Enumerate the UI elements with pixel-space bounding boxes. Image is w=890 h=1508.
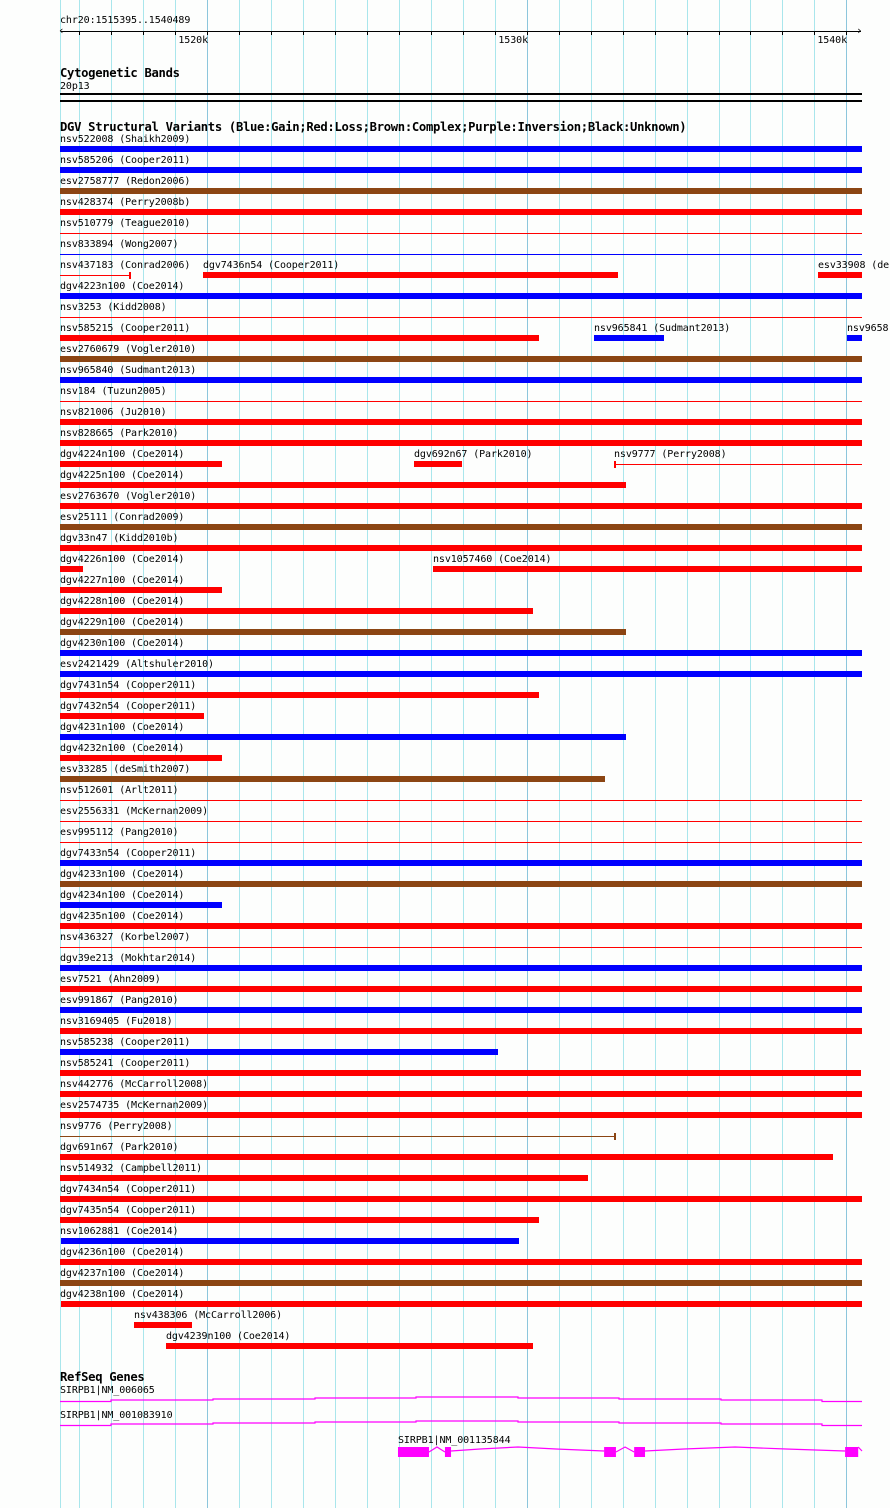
variant-label: esv33285 (deSmith2007) [60,764,191,775]
variant-label: dgv7436n54 (Cooper2011) [203,260,340,271]
variant-label: nsv1062881 (Coe2014) [60,1226,179,1237]
variant-label: dgv39e213 (Mokhtar2014) [60,953,197,964]
variant-label: esv2421429 (Altshuler2010) [60,659,214,670]
gene-model-2[interactable] [60,1421,862,1426]
variant-label: nsv965840 (Sudmant2013) [60,365,197,376]
variant-label: dgv4232n100 (Coe2014) [60,743,185,754]
gene-exon[interactable] [845,1447,858,1457]
variant-label: dgv4237n100 (Coe2014) [60,1268,185,1279]
variant-label: dgv4229n100 (Coe2014) [60,617,185,628]
gene-intron[interactable] [429,1447,445,1452]
variant-label: nsv510779 (Teague2010) [60,218,191,229]
gene-exon[interactable] [398,1447,429,1457]
variant-label: nsv965841 (Sudmant2013) [594,323,731,334]
variant-label: nsv1057460 (Coe2014) [433,554,552,565]
variant-label: dgv691n67 (Park2010) [60,1142,179,1153]
variant-label: esv995112 (Pang2010) [60,827,179,838]
gene-label: SIRPB1|NM_001083910 [60,1410,173,1421]
cytogenetic-bands-title: Cytogenetic Bands [60,66,180,80]
variant-label: nsv442776 (McCarroll2008) [60,1079,209,1090]
gene-exon[interactable] [604,1447,616,1457]
variant-label: dgv692n67 (Park2010) [414,449,533,460]
gene-end[interactable] [858,1447,862,1451]
gene-intron[interactable] [645,1447,845,1451]
variant-label: nsv828665 (Park2010) [60,428,179,439]
refseq-genes-title: RefSeq Genes [60,1370,145,1384]
variant-label: nsv585215 (Cooper2011) [60,323,191,334]
ruler-location-label: chr20:1515395..1540489 [60,15,191,26]
variant-label: dgv4234n100 (Coe2014) [60,890,185,901]
variant-label: dgv7432n54 (Cooper2011) [60,701,197,712]
variant-label: nsv514932 (Campbell2011) [60,1163,203,1174]
variant-label: nsv833894 (Wong2007) [60,239,179,250]
variant-label: dgv4233n100 (Coe2014) [60,869,185,880]
dgv-track-title: DGV Structural Variants (Blue:Gain;Red:Loss;Brown:Complex;Purple:Inversion;Black:Unknown) [60,120,687,134]
ruler-major-label: 1540k [817,35,847,46]
gene-intron[interactable] [616,1447,634,1452]
variant-label: esv2758777 (Redon2006) [60,176,191,187]
variant-label: nsv428374 (Perry2008b) [60,197,191,208]
ruler-right-arrow-icon: › [856,24,863,37]
variant-label: dgv4227n100 (Coe2014) [60,575,185,586]
variant-label: dgv7433n54 (Cooper2011) [60,848,197,859]
variant-label: dgv4228n100 (Coe2014) [60,596,185,607]
variant-label: nsv512601 (Arlt2011) [60,785,179,796]
variant-label: dgv4236n100 (Coe2014) [60,1247,185,1258]
ruler-major-label: 1520k [178,35,208,46]
variant-label: dgv7431n54 (Cooper2011) [60,680,197,691]
variant-label: nsv9777 (Perry2008) [614,449,727,460]
variant-label: nsv9776 (Perry2008) [60,1121,173,1132]
variant-label: esv25111 (Conrad2009) [60,512,185,523]
gene-label: SIRPB1|NM_001135844 [398,1435,511,1446]
variant-label: dgv33n47 (Kidd2010b) [60,533,179,544]
gene-label: SIRPB1|NM_006065 [60,1385,155,1396]
variant-label: nsv438306 (McCarroll2006) [134,1310,283,1321]
variant-label: dgv7435n54 (Cooper2011) [60,1205,197,1216]
variant-label: dgv4230n100 (Coe2014) [60,638,185,649]
variant-label: dgv4235n100 (Coe2014) [60,911,185,922]
variant-label: nsv3169405 (Fu2018) [60,1016,173,1027]
variant-label: dgv4225n100 (Coe2014) [60,470,185,481]
variant-label: dgv4238n100 (Coe2014) [60,1289,185,1300]
ruler-major-label: 1530k [498,35,528,46]
variant-label: dgv4223n100 (Coe2014) [60,281,185,292]
variant-label: esv2556331 (McKernan2009) [60,806,209,817]
gene-intron[interactable] [451,1447,604,1451]
variant-label: nsv585238 (Cooper2011) [60,1037,191,1048]
variant-label: dgv7434n54 (Cooper2011) [60,1184,197,1195]
variant-label: esv7521 (Ahn2009) [60,974,161,985]
variant-label: esv2760679 (Vogler2010) [60,344,197,355]
gene-model-1[interactable] [60,1397,862,1402]
variant-label: nsv821006 (Ju2010) [60,407,167,418]
variant-label: nsv184 (Tuzun2005) [60,386,167,397]
variant-label: dgv4226n100 (Coe2014) [60,554,185,565]
variant-label: dgv4231n100 (Coe2014) [60,722,185,733]
variant-label: esv991867 (Pang2010) [60,995,179,1006]
variant-label: esv33908 (de [818,260,890,271]
variant-label: esv2763670 (Vogler2010) [60,491,197,502]
variant-label: nsv585241 (Cooper2011) [60,1058,191,1069]
variant-label: dgv4239n100 (Coe2014) [166,1331,291,1342]
cytoband-label: 20p13 [60,81,90,92]
gene-exon[interactable] [634,1447,645,1457]
variant-label: nsv437183 (Conrad2006) [60,260,191,271]
gene-exon[interactable] [445,1447,451,1457]
variant-label: nsv522008 (Shaikh2009) [60,134,191,145]
variant-label: esv2574735 (McKernan2009) [60,1100,209,1111]
variant-label: dgv4224n100 (Coe2014) [60,449,185,460]
variant-label: nsv585206 (Cooper2011) [60,155,191,166]
variant-label: nsv436327 (Korbel2007) [60,932,191,943]
ruler-left-arrow-icon: ‹ [58,24,65,37]
variant-label: nsv9658 [847,323,889,334]
variant-label: nsv3253 (Kidd2008) [60,302,167,313]
